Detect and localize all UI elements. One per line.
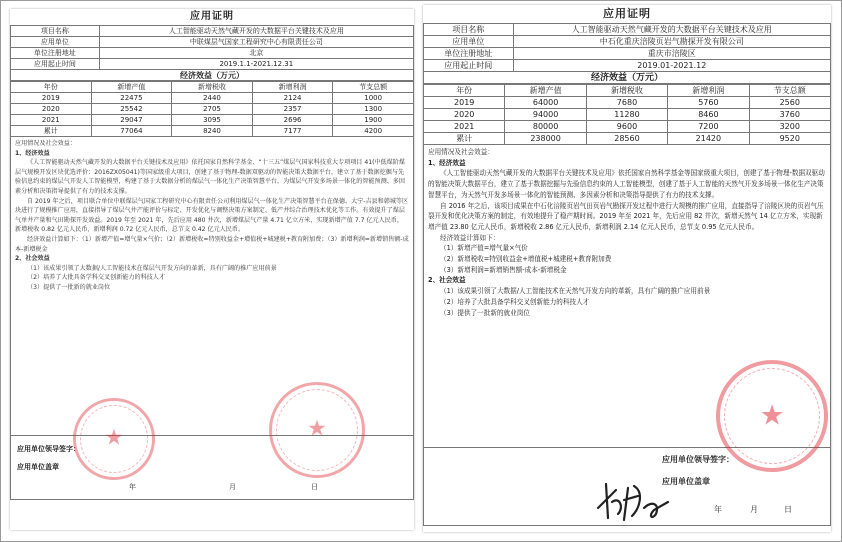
table-cell: 9520 [749, 133, 830, 145]
unit-seal-label: 应用单位盖章 [17, 463, 59, 471]
table-cell: 2019 [11, 93, 92, 104]
table-cell: 5760 [668, 97, 749, 109]
paragraph: （1）该成果引领了大数据/人工智能技术在煤层气开发方向的革新，具有广阔的推广应用前景 [27, 264, 277, 272]
table-cell: 1000 [333, 93, 414, 104]
info-row [424, 24, 831, 36]
table-cell: 7680 [586, 97, 667, 109]
column-header: 年份 [424, 85, 505, 97]
date-day: 日 [311, 483, 318, 491]
red-seal: ★ [716, 360, 828, 472]
paragraph: 《人工智能驱动天然气藏开发的大数据平台关键技术及应用》依托国家自然科学基金等国家级重大项目，创建了基于物理-数据双驱动的智能决策大数据平台，建立了基于数据挖掘与先验信息约束的人工智能模型，创建了基于人工智能的天然气开发多场景一体化生产决策智慧平台，为天然气开发多场景一体化的智能预测、多因素分析和决策指导提供了有力的技术支撑。 [428, 169, 825, 199]
table-cell: 94000 [505, 109, 586, 121]
economic-header-row [11, 82, 414, 93]
table-cell: 4200 [333, 126, 414, 137]
table-cell: 2020 [11, 104, 92, 115]
table-cell: 3200 [749, 121, 830, 133]
table-cell: 25542 [91, 104, 172, 115]
info-value: 2019.01-2021.12 [513, 60, 830, 72]
column-header: 新增利润 [252, 82, 333, 93]
info-label: 应用起止时间 [424, 60, 514, 72]
application-description [10, 137, 414, 436]
info-value: 重庆市涪陵区 [513, 48, 830, 60]
info-label: 单位注册地址 [424, 48, 514, 60]
unit-seal-label: 应用单位盖章 [662, 477, 710, 486]
column-header: 节支总额 [749, 85, 830, 97]
table-cell: 2440 [172, 93, 253, 104]
red-seal: ★ [73, 398, 155, 480]
table-cell: 1900 [333, 115, 414, 126]
info-label: 应用单位 [424, 36, 514, 48]
economic-table [423, 84, 831, 145]
paragraph: （3）新增利润=新增销售额-成本-新增税金 [440, 265, 567, 274]
paragraph: （1）该成果引领了大数据/人工智能技术在天然气开发方向的革新，具有广阔的推广应用前景 [440, 287, 711, 296]
table-row [424, 121, 831, 133]
economic-table [10, 81, 414, 137]
table-cell: 238000 [505, 133, 586, 145]
table-cell: 11280 [586, 109, 667, 121]
info-row [11, 26, 414, 37]
table-cell: 2560 [749, 97, 830, 109]
table-cell: 2019 [424, 97, 505, 109]
paragraph: 自 2016 年之后，该项目成果在中石化涪陵页岩气田页岩气勘探开发过程中进行大规模的推广应用，直接指导了涪陵区块的页岩气压裂开发和优化决策方案的制定，有效地提升了稳产期时间。2019 年至 2021 年，先后应用 82 井次，新增天然气 14 亿立方米，实现新增产值 23.80 亿元人民币，新增税收 2.86 亿元人民币，新增利润 2.14 亿元人民币，总节支 0.95 亿元人民币。 [428, 201, 824, 231]
table-cell: 3095 [172, 115, 253, 126]
info-table [423, 23, 831, 72]
paragraph: 应用情况及社会效益： [428, 148, 494, 156]
table-cell: 8460 [668, 109, 749, 121]
info-row [424, 48, 831, 60]
table-cell: 2021 [424, 121, 505, 133]
paragraph: 经济效益计算如下：（1）新增产值=增气量×气价；（2）新增税收=特别收益金+增值税+城建税+教育附加费；（3）新增利润=新增销售额-成本-新增税金 [15, 235, 409, 253]
section-heading: 1、经济效益 [15, 149, 50, 157]
table-cell: 3760 [749, 109, 830, 121]
table-cell: 9600 [586, 121, 667, 133]
column-header: 新增税收 [586, 85, 667, 97]
table-cell: 2021 [11, 115, 92, 126]
column-header: 新增产值 [505, 85, 586, 97]
column-header: 新增税收 [172, 82, 253, 93]
paragraph: 应用情况及社会效益： [15, 140, 76, 147]
info-label: 项目名称 [11, 26, 100, 37]
info-label: 应用起止时间 [11, 59, 100, 70]
leader-signature-label: 应用单位领导签字： [662, 455, 734, 464]
table-cell: 累计 [11, 126, 92, 137]
info-table [10, 25, 414, 70]
info-label: 项目名称 [424, 24, 514, 36]
table-row [11, 126, 414, 137]
info-row [11, 37, 414, 48]
date-year: 年 [129, 483, 136, 491]
paragraph: 《人工智能驱动天然气藏开发的大数据平台关键技术及应用》依托国家自然科学基金、“十三五”煤层气国家科技重大专项项目 41(中低煤阶煤层气规模开发区块优选评价：2016ZX05041)等国家级重大项目，创建了基于物理-数据双驱动的智能决策大数据平台，建立了基于数据挖掘与先验信息约束的煤层气开发人工智能模型，构建了基于大数据分析的煤层气一体化生产决策智慧平台，为煤层气开发多场景一体化的智能预测、多因素分析和决策指导提供了有力的技术支撑。 [15, 159, 405, 195]
info-value: 人工智能驱动天然气藏开发的大数据平台关键技术及应用 [513, 24, 830, 36]
info-row [424, 36, 831, 48]
paragraph: （2）培养了大批具备学科交叉创新能力的科技人才 [440, 297, 590, 306]
info-row [11, 48, 414, 59]
info-label: 单位注册地址 [11, 48, 100, 59]
paragraph: （3）提供了一批新的就业岗位 [440, 308, 530, 317]
table-cell: 21420 [668, 133, 749, 145]
info-value: 中联煤层气国家工程研究中心有限责任公司 [99, 37, 413, 48]
table-row [424, 97, 831, 109]
date-month: 月 [750, 505, 758, 514]
section-heading: 2、社会效益 [428, 276, 466, 285]
red-seal: ★ [269, 382, 365, 478]
table-cell: 77064 [91, 126, 172, 137]
economic-benefit-title: 经济效益（万元） [10, 70, 414, 81]
certificate-left [10, 9, 414, 530]
info-value: 北京 [99, 48, 413, 59]
info-value: 中石化重庆涪陵页岩气勘探开发有限公司 [513, 36, 830, 48]
paragraph: （2）新增税收=特别收益金+增值税+城建税+教育附加费 [440, 255, 612, 264]
table-row [11, 93, 414, 104]
handwritten-signature [594, 478, 674, 524]
signature-area [423, 398, 831, 526]
table-row [11, 104, 414, 115]
table-cell: 80000 [505, 121, 586, 133]
table-cell: 2124 [252, 93, 333, 104]
table-row [424, 109, 831, 121]
table-cell: 2696 [252, 115, 333, 126]
table-cell: 2020 [424, 109, 505, 121]
date-month: 月 [229, 483, 236, 491]
column-header: 节支总额 [333, 82, 414, 93]
section-heading: 1、经济效益 [428, 158, 466, 167]
paragraph: （3）提供了一批新的就业岗位 [27, 283, 111, 291]
info-row [11, 59, 414, 70]
section-heading: 2、社会效益 [15, 255, 50, 263]
economic-benefit-title: 经济效益（万元） [423, 72, 831, 84]
economic-header-row [424, 85, 831, 97]
table-cell: 28560 [586, 133, 667, 145]
paragraph: （2）培养了大批具备学科交叉创新能力的科技人才 [27, 274, 165, 282]
column-header: 新增利润 [668, 85, 749, 97]
date-year: 年 [714, 505, 722, 514]
table-row [11, 115, 414, 126]
leader-signature-label: 应用单位领导签字： [17, 445, 80, 453]
table-cell: 7200 [668, 121, 749, 133]
table-cell: 1300 [333, 104, 414, 115]
column-header: 年份 [11, 82, 92, 93]
table-cell: 8240 [172, 126, 253, 137]
table-cell: 2357 [252, 104, 333, 115]
paragraph: （1）新增产值=增气量×气价 [440, 244, 528, 253]
table-cell: 22475 [91, 93, 172, 104]
info-value: 人工智能驱动天然气藏开发的大数据平台关键技术及应用 [99, 26, 413, 37]
signature-area [10, 416, 414, 500]
info-row [424, 60, 831, 72]
paragraph: 自 2019 年之后，项目联合单位中联煤层气国家工程研究中心有限责任公司利用煤层气一体化生产决策智慧平台在保德、大宁-吉县和韩城等区块进行了规模推广应用，直接指导了煤层气井产能评价与标定、开发优化与调整决策方案制定、低产井综合治理技术优化等工作。有效提升了煤层气单井产量和气田勘探开发效益。2019 年至 2021 年，先后应用 480 井次，新增煤层气产量 4.71 亿立方米，实现新增产值 7.7 亿元人民币，新增税收 0.82 亿元人民币，新增利润 0.72 亿元人民币，总节支 0.42 亿元人民币。 [15, 197, 409, 234]
table-cell: 累计 [424, 133, 505, 145]
table-cell: 29047 [91, 115, 172, 126]
table-cell: 2705 [172, 104, 253, 115]
table-row [424, 133, 831, 145]
column-header: 新增产值 [91, 82, 172, 93]
certificate-right [423, 5, 831, 532]
info-value: 2019.1.1-2021.12.31 [99, 59, 413, 70]
info-label: 应用单位 [11, 37, 100, 48]
table-cell: 64000 [505, 97, 586, 109]
certificate-title: 应用证明 [190, 11, 234, 22]
certificate-title: 应用证明 [603, 7, 651, 20]
paragraph: 经济效益计算如下： [440, 233, 500, 242]
table-cell: 7177 [252, 126, 333, 137]
date-day: 日 [784, 505, 792, 514]
